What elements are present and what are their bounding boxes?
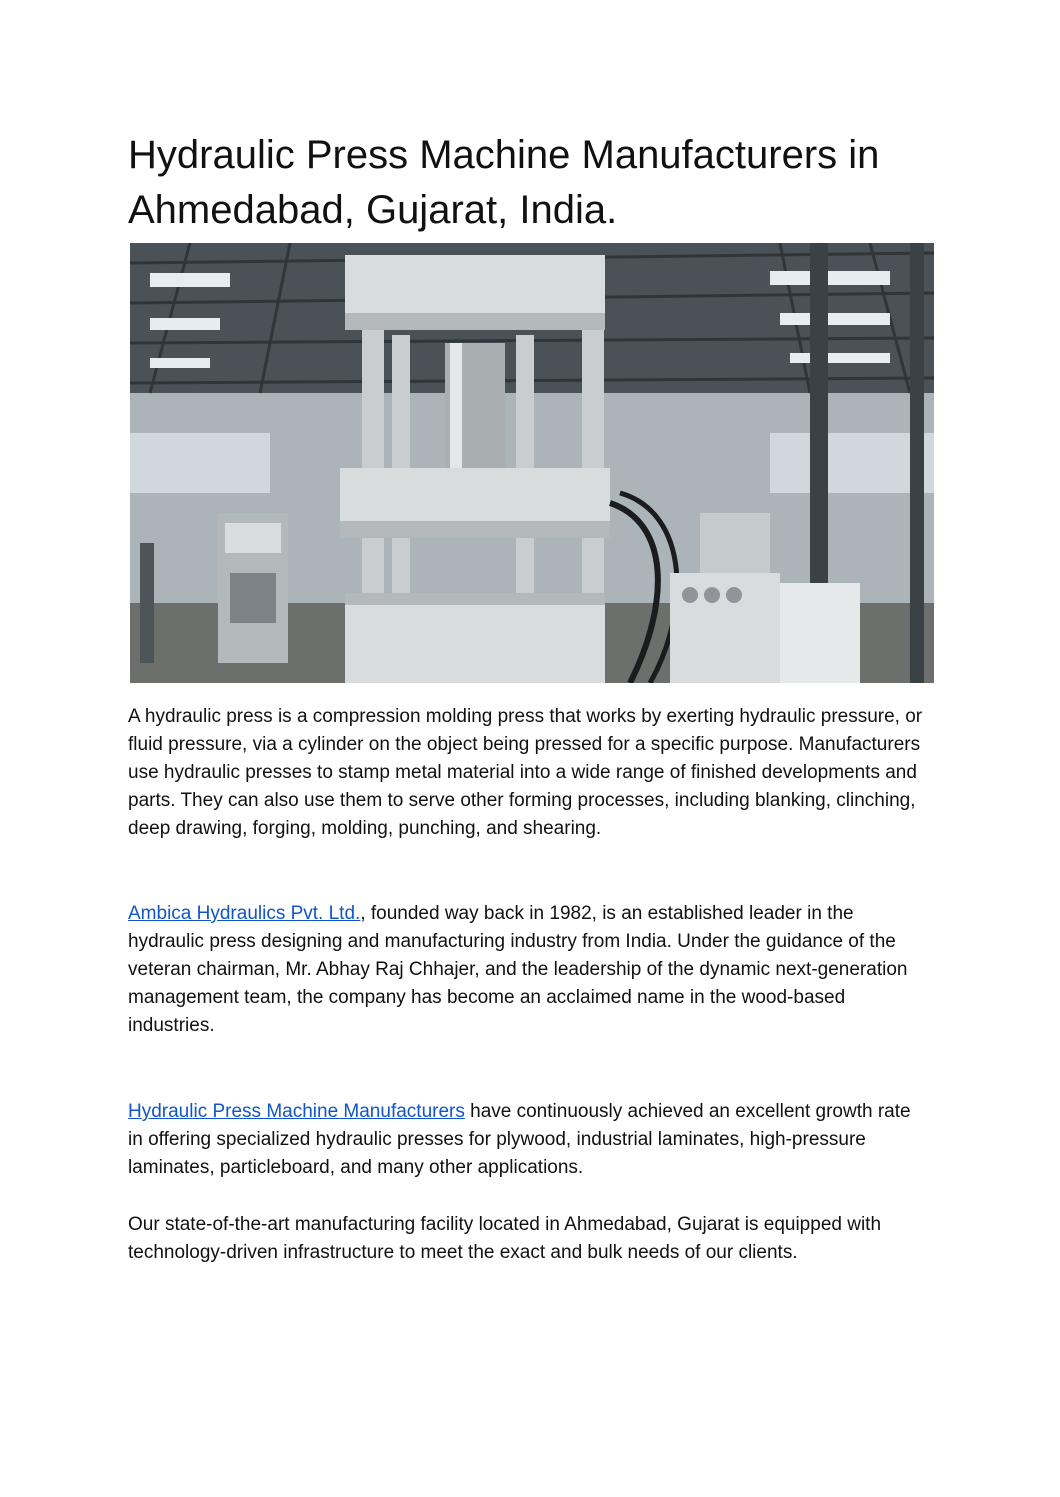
page-title: Hydraulic Press Machine Manufacturers in Ahmedabad, Gujarat, India. (128, 133, 880, 232)
hydraulic-press-photo (130, 243, 934, 683)
ambica-hydraulics-link[interactable]: Ambica Hydraulics Pvt. Ltd. (128, 903, 361, 924)
paragraph-growth (128, 1098, 928, 1182)
paragraph-company-text: , founded way back in 1982, is an established leader in the hydraulic press designing and manufacturing industry from India. Under the guidance of the veteran chairman, Mr. Abhay Raj Chhajer, and the leadership of the dynamic next-generation management team, the company has become an acclaimed name in the wood-based industries. (128, 903, 908, 1036)
hydraulic-press-manufacturers-link[interactable]: Hydraulic Press Machine Manufacturers (128, 1101, 465, 1122)
paragraph-intro: A hydraulic press is a compression molding press that works by exerting hydraulic pressure, or fluid pressure, via a cylinder on the object being pressed for a specific purpose. Manufacturers use hydraulic presses to stamp metal material into a wide range of finished developments and parts. They can also use them to serve other forming processes, including blanking, clinching, deep drawing, forging, molding, punching, and shearing. (128, 706, 923, 839)
paragraph-facility: Our state-of-the-art manufacturing facility located in Ahmedabad, Gujarat is equipped with technology-driven infrastructure to meet the exact and bulk needs of our clients. (128, 1214, 882, 1263)
paragraph-growth-text: have continuously achieved an excellent growth rate in offering specialized hydraulic presses for plywood, industrial laminates, high-pressure laminates, particleboard, and many other applications. (128, 1101, 911, 1178)
paragraph-company (128, 900, 928, 1040)
